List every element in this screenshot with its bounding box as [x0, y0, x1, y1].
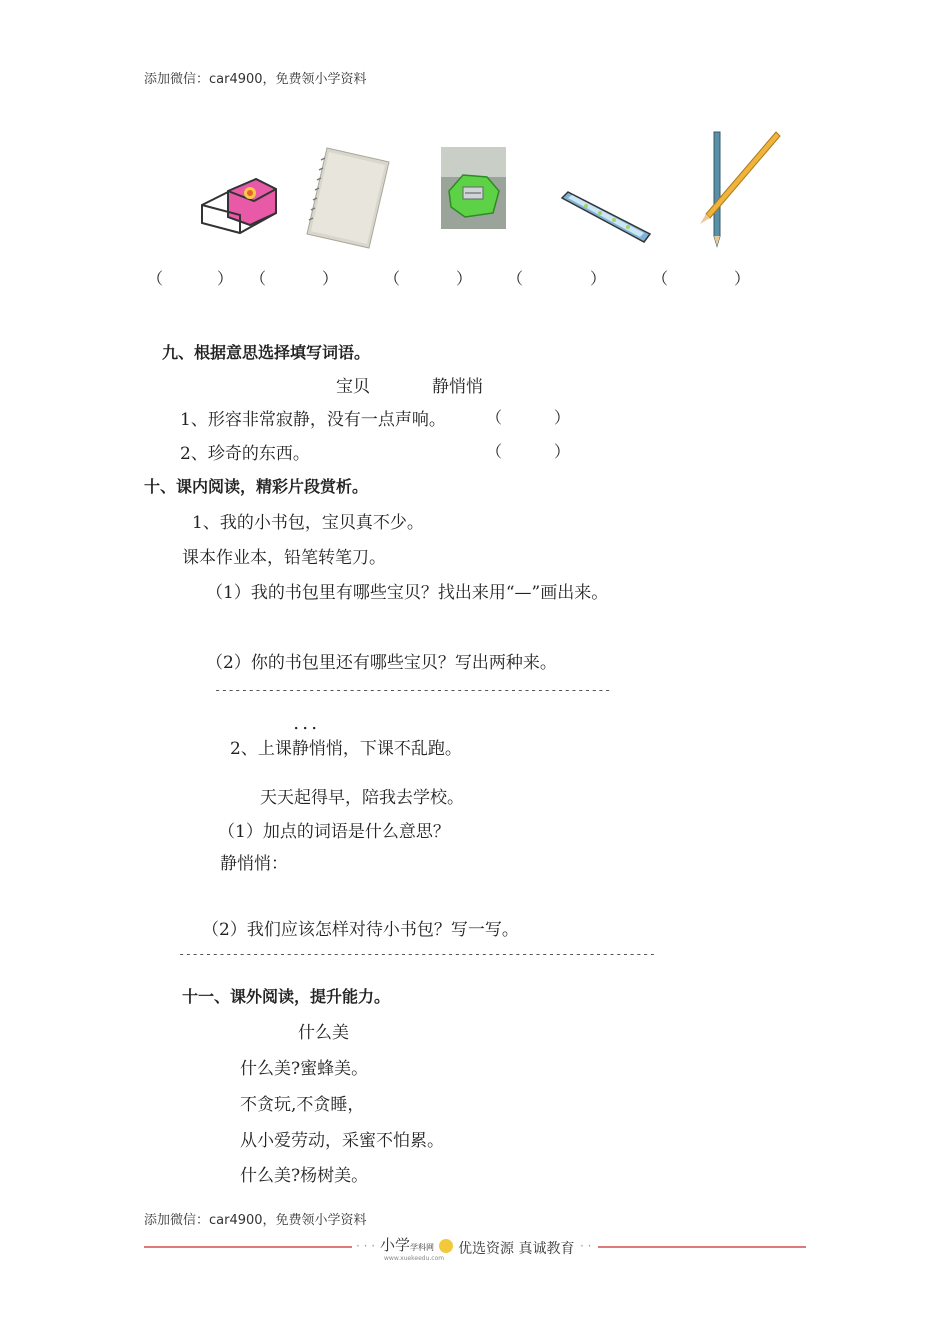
passage1-line-2: 课本作业本，铅笔转笔刀。: [182, 548, 386, 568]
section9-word-2: 静悄悄: [432, 377, 483, 397]
footer-dots-left: · · ·: [356, 1239, 376, 1253]
poem-title: 什么美: [298, 1023, 349, 1043]
picture-blank-open-3: （: [384, 269, 401, 288]
passage2-question-2: （2）我们应该怎样对待小书包？写一写。: [202, 920, 519, 940]
pencil-sharpener-picture: [441, 147, 506, 229]
footer-dots-right: · ·: [580, 1239, 592, 1253]
picture-blank-close-3: ）: [456, 269, 473, 288]
section9-question-2: 2、珍奇的东西。: [180, 444, 310, 464]
passage1-question-2: （2）你的书包里还有哪些宝贝？写出两种来。: [206, 653, 557, 673]
section9-title: 九、根据意思选择填写词语。: [162, 343, 371, 362]
passage1-line-1: 1、我的小书包，宝贝真不少。: [192, 513, 424, 533]
header-wechat: 添加微信：car4900，免费领小学资料: [144, 72, 367, 87]
passage2-answer-label: 静悄悄：: [220, 854, 288, 874]
picture-blank-close-1: ）: [217, 269, 234, 288]
picture-blank-close-5: ）: [734, 269, 751, 288]
picture-blank-open-1: （: [147, 269, 164, 288]
poem-line-1: 什么美?蜜蜂美。: [240, 1059, 369, 1079]
notebook-picture: [305, 148, 390, 248]
section9-question-1: 1、形容非常寂静，没有一点声响。: [180, 410, 446, 430]
section9-blank-close-1: ）: [554, 408, 571, 427]
footer-wechat: 添加微信：car4900，免费领小学资料: [144, 1213, 367, 1228]
passage2-line-2: 天天起得早，陪我去学校。: [260, 788, 464, 808]
pencils-picture: [696, 130, 782, 248]
logo-bee-icon: [439, 1239, 453, 1253]
logo-text: 小学: [380, 1236, 411, 1254]
picture-blank-open-2: （: [250, 269, 267, 288]
picture-blank-open-4: （: [507, 269, 524, 288]
passage2-question-1: （1）加点的词语是什么意思？: [218, 822, 450, 842]
eraser-picture: [198, 175, 280, 237]
passage1-question-1: （1）我的书包里有哪些宝贝？找出来用“—”画出来。: [206, 583, 609, 603]
section10-title: 十、课内阅读，精彩片段赏析。: [144, 477, 369, 496]
picture-blank-close-4: ）: [590, 269, 607, 288]
footer-logo: [380, 1234, 453, 1255]
poem-line-3: 从小爱劳动，采蜜不怕累。: [240, 1131, 444, 1151]
poem-line-4: 什么美?杨树美。: [240, 1166, 369, 1186]
footer-slogan: 优选资源 真诚教育: [458, 1241, 575, 1257]
ruler-picture: [560, 190, 652, 246]
emphasis-dots: ．．．: [294, 717, 328, 733]
logo-url: www.xuekeedu.com: [384, 1255, 445, 1262]
picture-blank-open-5: （: [652, 269, 669, 288]
logo-small-text: 学科网: [410, 1243, 435, 1252]
section9-word-1: 宝贝: [336, 377, 370, 397]
footer-line-right: [598, 1246, 806, 1248]
passage2-line-1: 2、上课静悄悄，下课不乱跑。: [230, 739, 462, 759]
footer-line-left: [144, 1246, 352, 1248]
section9-blank-open-2: （: [486, 442, 503, 461]
poem-line-2: 不贪玩,不贪睡，: [240, 1095, 365, 1115]
picture-blank-close-2: ）: [322, 269, 339, 288]
answer-line-2: -----------------------------------------------------------------------: [178, 947, 656, 961]
section11-title: 十一、课外阅读，提升能力。: [182, 987, 391, 1006]
section9-blank-close-2: ）: [554, 442, 571, 461]
section9-blank-open-1: （: [486, 408, 503, 427]
answer-line-1: -----------------------------------------------------------: [214, 683, 611, 697]
